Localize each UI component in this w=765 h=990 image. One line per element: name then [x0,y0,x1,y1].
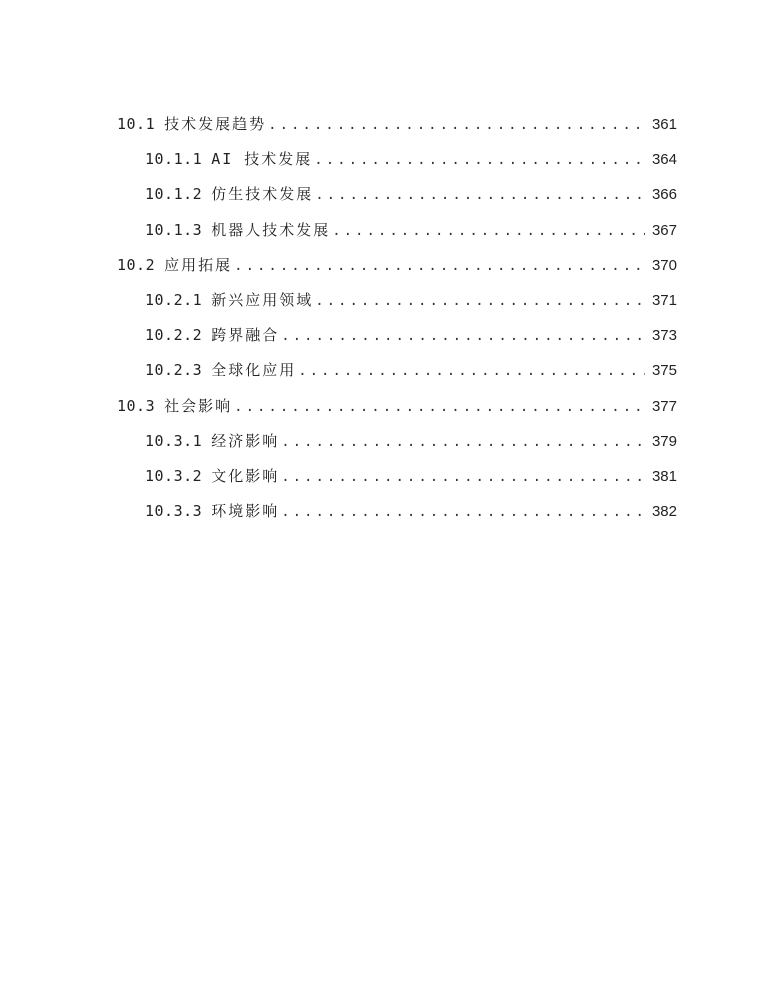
toc-entry-title: 新兴应用领域 [211,290,314,309]
toc-entry-number: 10.3 [117,396,156,415]
toc-entry-10-2-3[interactable] [117,353,677,388]
toc-entry-number: 10.3.2 [145,466,203,485]
toc-entry-number: 10.1.3 [145,220,203,239]
toc-entry-page: 379 [651,432,677,450]
toc-entry-10-3-3[interactable] [117,494,677,529]
toc-entry-title: 环境影响 [211,502,280,521]
toc-dot-leader [281,460,645,495]
toc-entry-page: 361 [651,116,677,133]
toc-entry-title: 技术发展趋势 [164,115,267,133]
toc-entry-number: 10.2.1 [145,290,203,309]
toc-dot-leader [281,319,645,354]
toc-entry-number: 10.1 [117,115,156,133]
toc-entry-10-2[interactable] [117,248,677,283]
toc-dot-leader [234,249,645,284]
toc-entry-number: 10.1.2 [145,185,203,204]
toc-dot-leader [281,425,645,460]
toc-dot-leader [298,354,645,389]
toc-entry-title: 应用拓展 [164,255,233,274]
toc-entry-title: 机器人技术发展 [211,220,331,239]
toc-entry-10-1-1[interactable] [117,142,677,177]
toc-entry-page: 381 [651,467,677,485]
toc-dot-leader [315,178,645,213]
toc-entry-number: 10.3.1 [145,431,203,450]
toc-dot-leader [315,284,645,319]
toc-entry-page: 366 [651,186,677,204]
toc-entry-title: 仿生技术发展 [211,185,314,204]
toc-entry-10-2-2[interactable] [117,318,677,353]
toc-entry-page: 367 [651,221,677,239]
toc-entry-10-2-1[interactable] [117,283,677,318]
toc-dot-leader [234,390,645,425]
toc-entry-page: 371 [651,291,677,309]
toc-entry-page: 373 [651,327,677,345]
toc-entry-number: 10.2 [117,255,156,274]
toc-entry-10-1[interactable] [117,107,677,142]
toc-entry-page: 375 [651,362,677,380]
toc-entry-title: 跨界融合 [211,326,280,345]
toc-entry-page: 382 [651,503,677,521]
toc-entry-page: 377 [651,397,677,415]
toc-entry-title: 社会影响 [164,396,233,415]
toc-entry-10-3-2[interactable] [117,459,677,494]
table-of-contents [117,107,677,529]
toc-entry-10-3[interactable] [117,389,677,424]
toc-entry-number: 10.1.1 [145,150,203,169]
toc-entry-page: 370 [651,256,677,274]
toc-dot-leader [314,143,645,178]
toc-entry-number: 10.2.3 [145,361,203,380]
toc-entry-title: AI 技术发展 [211,150,313,169]
toc-dot-leader [281,495,645,530]
toc-dot-leader [268,108,645,143]
toc-entry-10-1-3[interactable] [117,213,677,248]
toc-entry-title: 文化影响 [211,466,280,485]
toc-entry-number: 10.2.2 [145,326,203,345]
toc-entry-title: 全球化应用 [211,361,297,380]
toc-entry-10-1-2[interactable] [117,177,677,212]
toc-dot-leader [332,214,645,249]
toc-entry-number: 10.3.3 [145,502,203,521]
toc-entry-page: 364 [651,151,677,169]
toc-entry-title: 经济影响 [211,431,280,450]
toc-entry-10-3-1[interactable] [117,424,677,459]
